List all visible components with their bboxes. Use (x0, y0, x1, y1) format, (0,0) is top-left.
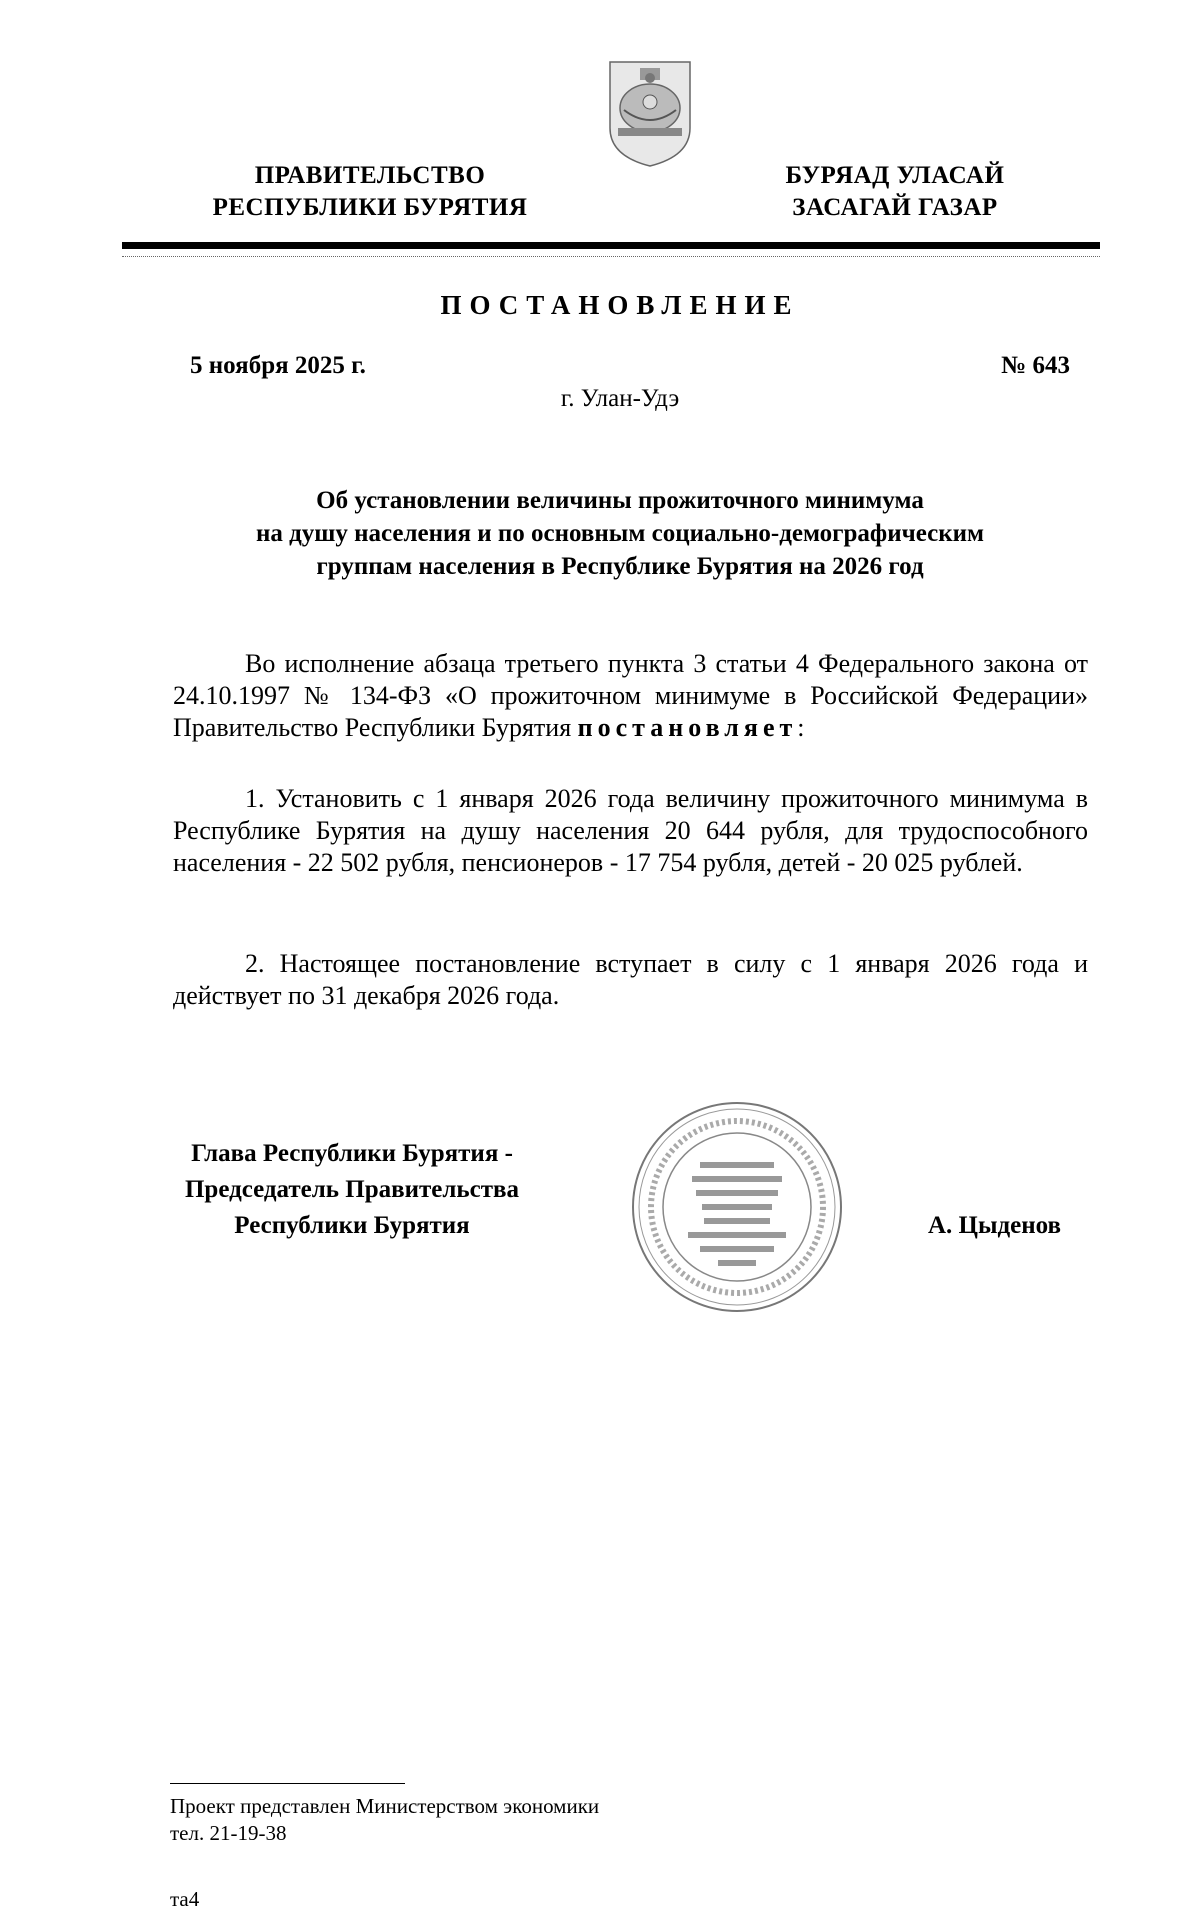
signatory-title (152, 1136, 552, 1244)
document-type: ПОСТАНОВЛЕНИЕ (440, 290, 800, 320)
subject-line: группам населения в Республике Бурятия на 2026 год (316, 553, 924, 580)
left-org-name (150, 160, 590, 224)
signatory-name: А. Цыденов (928, 1212, 1062, 1239)
footer-divider (170, 1783, 405, 1784)
footer-code: та4 (170, 1887, 200, 1911)
right-org-name (740, 160, 1050, 224)
right-org-line2: ЗАСАГАЙ ГАЗАР (792, 194, 998, 221)
resolve-keyword: постановляет (577, 713, 798, 742)
preamble-text: Во исполнение абзаца третьего пункта 3 статьи 4 Федерального закона от 24.10.1997 № 134-ФЗ «О прожиточном минимуме в Российской Федерации» Правительство Республики Бурятия (173, 649, 1088, 742)
coat-of-arms-icon (590, 58, 710, 170)
document-number: № 643 (1001, 352, 1070, 379)
header-divider-thick (122, 242, 1100, 249)
preamble-end: : (797, 713, 805, 742)
clause-2: 2. Настоящее постановление вступает в силу с 1 января 2026 года и действует по 31 декабря 2026 года. (173, 949, 1088, 1010)
right-org-line1: БУРЯАД УЛАСАЙ (785, 162, 1005, 189)
clause-1: 1. Установить с 1 января 2026 года величину прожиточного минимума в Республике Бурятия на душу населения 20 644 рубля, для трудоспособного населения - 22 502 рубля, пенсионеров - 17 754 рубля, детей - 20 025 рублей. (173, 784, 1088, 877)
signatory-title-line: Председатель Правительства (184, 1176, 520, 1203)
signatory-title-line: Республики Бурятия (234, 1212, 470, 1239)
left-org-line2: РЕСПУБЛИКИ БУРЯТИЯ (212, 194, 528, 221)
signatory-title-line: Глава Республики Бурятия - (191, 1140, 513, 1167)
document-subject (170, 484, 1070, 583)
document-date: 5 ноября 2025 г. (190, 352, 366, 379)
document-city: г. Улан-Удэ (560, 385, 680, 412)
footer-phone: тел. 21-19-38 (170, 1821, 287, 1845)
left-org-line1: ПРАВИТЕЛЬСТВО (254, 162, 486, 189)
footer-author: Проект представлен Министерством экономики (170, 1794, 600, 1818)
subject-line: Об установлении величины прожиточного минимума (316, 487, 924, 514)
header-divider-thin (122, 256, 1100, 257)
official-seal-icon (630, 1100, 845, 1315)
subject-line: на душу населения и по основным социально-демографическим (255, 520, 985, 547)
preamble-paragraph (173, 648, 1088, 744)
